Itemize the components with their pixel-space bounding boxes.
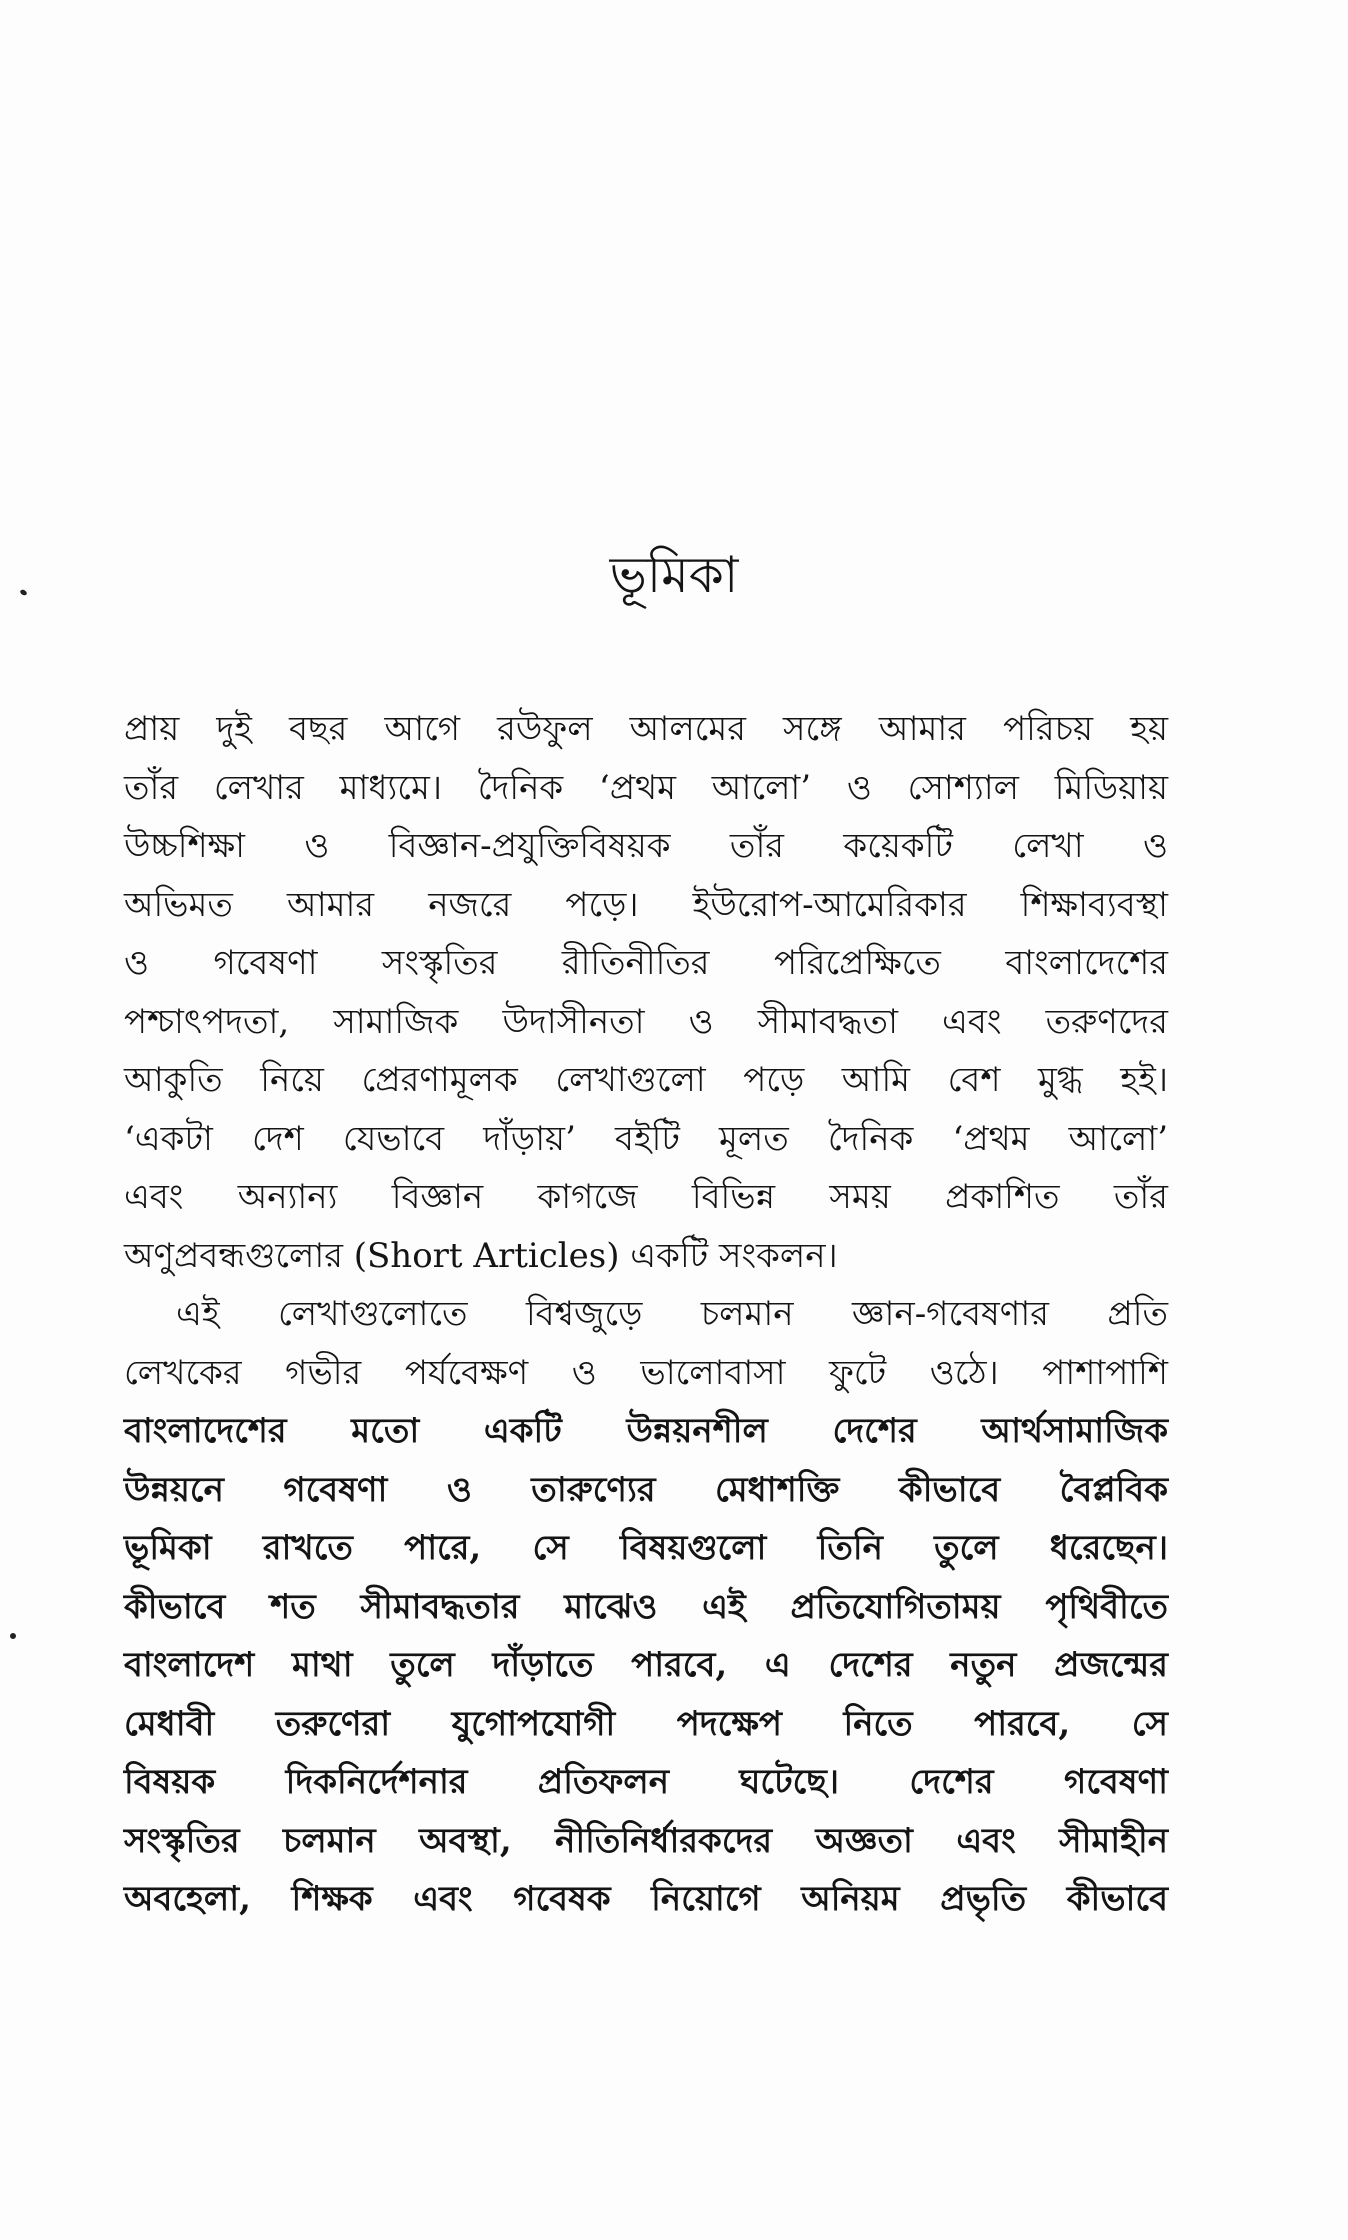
text-line: অভিমত আমার নজরে পড়ে। ইউরোপ-আমেরিকার শিক্ষাব্যবস্থা <box>124 884 1168 925</box>
text-line: ‘একটা দেশ যেভাবে দাঁড়ায়’ বইটি মূলত দৈনিক ‘প্রথম আলো’ <box>124 1118 1168 1159</box>
text-line: লেখকের গভীর পর্যবেক্ষণ ও ভালোবাসা ফুটে ওঠে। পাশাপাশি <box>124 1352 1168 1393</box>
text-line: আকুতি নিয়ে প্রেরণামূলক লেখাগুলো পড়ে আমি বেশ মুগ্ধ হই। <box>124 1060 1168 1100</box>
ink-speck <box>10 1633 16 1639</box>
text-line: উন্নয়নে গবেষণা ও তারুণ্যের মেধাশক্তি কীভাবে বৈপ্লবিক <box>124 1469 1168 1510</box>
text-line: কীভাবে শত সীমাবদ্ধতার মাঝেও এই প্রতিযোগিতাময় পৃথিবীতে <box>124 1586 1168 1627</box>
text-line: মেধাবী তরুণেরা যুগোপযোগী পদক্ষেপ নিতে পারবে, সে <box>124 1703 1168 1744</box>
text-line: এই লেখাগুলোতে বিশ্বজুড়ে চলমান জ্ঞান-গবেষণার প্রতি <box>176 1294 1168 1334</box>
text-line: উচ্চশিক্ষা ও বিজ্ঞান-প্রযুক্তিবিষয়ক তাঁর কয়েকটি লেখা ও <box>124 826 1168 866</box>
text-line: তাঁর লেখার মাধ্যমে। দৈনিক ‘প্রথম আলো’ ও সোশ্যাল মিডিয়ায় <box>124 767 1168 808</box>
text-line: সংস্কৃতির চলমান অবস্থা, নীতিনির্ধারকদের অজ্ঞতা এবং সীমাহীন <box>124 1820 1168 1861</box>
text-line: বাংলাদেশের মতো একটি উন্নয়নশীল দেশের আর্থসামাজিক <box>124 1411 1168 1451</box>
text-line: পশ্চাৎপদতা, সামাজিক উদাসীনতা ও সীমাবদ্ধতা এবং তরুণদের <box>124 1001 1168 1042</box>
text-line: ভূমিকা রাখতে পারে, সে বিষয়গুলো তিনি তুলে ধরেছেন। <box>124 1528 1168 1568</box>
text-line: অবহেলা, শিক্ষক এবং গবেষক নিয়োগে অনিয়ম প্রভৃতি কীভাবে <box>124 1879 1168 1919</box>
text-line: বাংলাদেশ মাথা তুলে দাঁড়াতে পারবে, এ দেশের নতুন প্রজন্মের <box>124 1645 1168 1685</box>
body-text <box>124 700 1168 1929</box>
text-line: প্রায় দুই বছর আগে রউফুল আলমের সঙ্গে আমার পরিচয় হয় <box>124 709 1168 749</box>
text-line: এবং অন্যান্য বিজ্ঞান কাগজে বিভিন্ন সময় প্রকাশিত তাঁর <box>124 1177 1168 1217</box>
text-line: ও গবেষণা সংস্কৃতির রীতিনীতির পরিপ্রেক্ষিতে বাংলাদেশের <box>124 943 1168 983</box>
text-line: অণুপ্রবন্ধগুলোর (Short Articles) একটি সংকলন। <box>124 1235 838 1276</box>
page-title: ভূমিকা <box>609 546 739 604</box>
text-line: বিষয়ক দিকনির্দেশনার প্রতিফলন ঘটেছে। দেশের গবেষণা <box>124 1762 1168 1802</box>
